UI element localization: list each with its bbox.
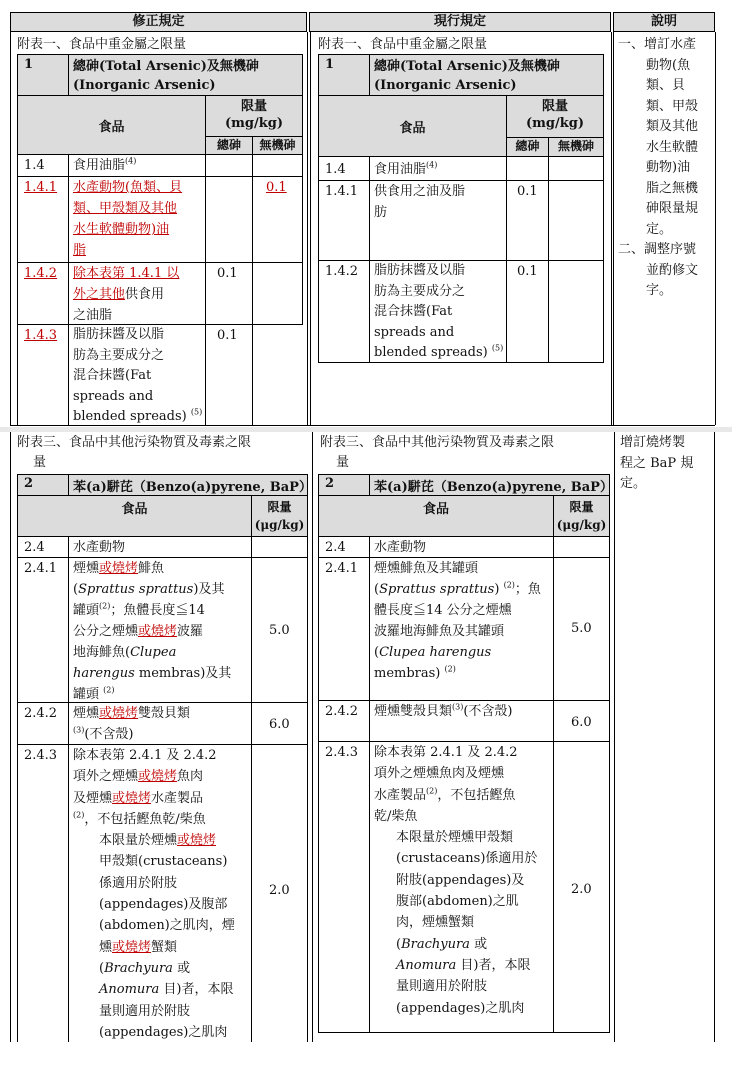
appendix-title-amended-1: 附表一、食品中重金屬之限量 <box>17 37 187 52</box>
row-name: 水產動物(魚類、貝 類、甲殼類及其他 水生軟體動物)油 脂 <box>73 180 183 258</box>
row-no: 1.4.2 <box>24 266 58 281</box>
appendix-title-amended-2: 附表三、食品中其他污染物質及毒素之限 量 <box>17 435 252 470</box>
col-inorganic-arsenic: 無機砷 <box>252 136 303 155</box>
limit-value: 0.1 <box>217 266 238 281</box>
appendix-title-current-2: 附表三、食品中其他污染物質及毒素之限 量 <box>320 435 555 470</box>
explanation-1: 一、增訂水產 動物(魚 類、貝 類、甲殼 類及其他 水生軟體 動物)油 脂之無機 砷限量規 定。 二、調整序號 並酌修文 字。 <box>618 37 699 298</box>
header-amended: 修正規定 <box>10 12 307 32</box>
header-current: 現行規定 <box>309 12 611 32</box>
item-name-cell: 總砷(Total Arsenic)及無機砷 (Inorganic Arsenic) <box>68 54 303 96</box>
row-name: 食用油脂$^{(4)}$ <box>73 156 137 173</box>
row-no: 1.4.1 <box>24 180 58 195</box>
col-total-arsenic: 總砷 <box>205 136 253 155</box>
limit-value: 0.1 <box>217 328 238 343</box>
explanation-2: 增訂燒烤製 程之 BaP 規 定。 <box>620 435 694 491</box>
row-no: 1.4.3 <box>24 328 58 343</box>
appendix-title-current-1: 附表一、食品中重金屬之限量 <box>318 37 488 52</box>
row-name: 除本表第 1.4.1 以 外之其他供食用 之油脂 <box>73 266 180 323</box>
header-explanation: 說明 <box>613 12 715 32</box>
row-name: 脂肪抹醬及以脂 肪為主要成分之 混合抹醬(Fat spreads and blended spreads) $^{(5)}$ <box>73 327 203 424</box>
food-header-cell: 食品 <box>17 95 206 155</box>
item-no-cell: 1 <box>17 54 69 96</box>
limit-value: 0.1 <box>266 180 287 195</box>
limit-header-cell: 限量 (mg/kg) <box>205 95 303 137</box>
row-no: 1.4 <box>24 158 45 173</box>
